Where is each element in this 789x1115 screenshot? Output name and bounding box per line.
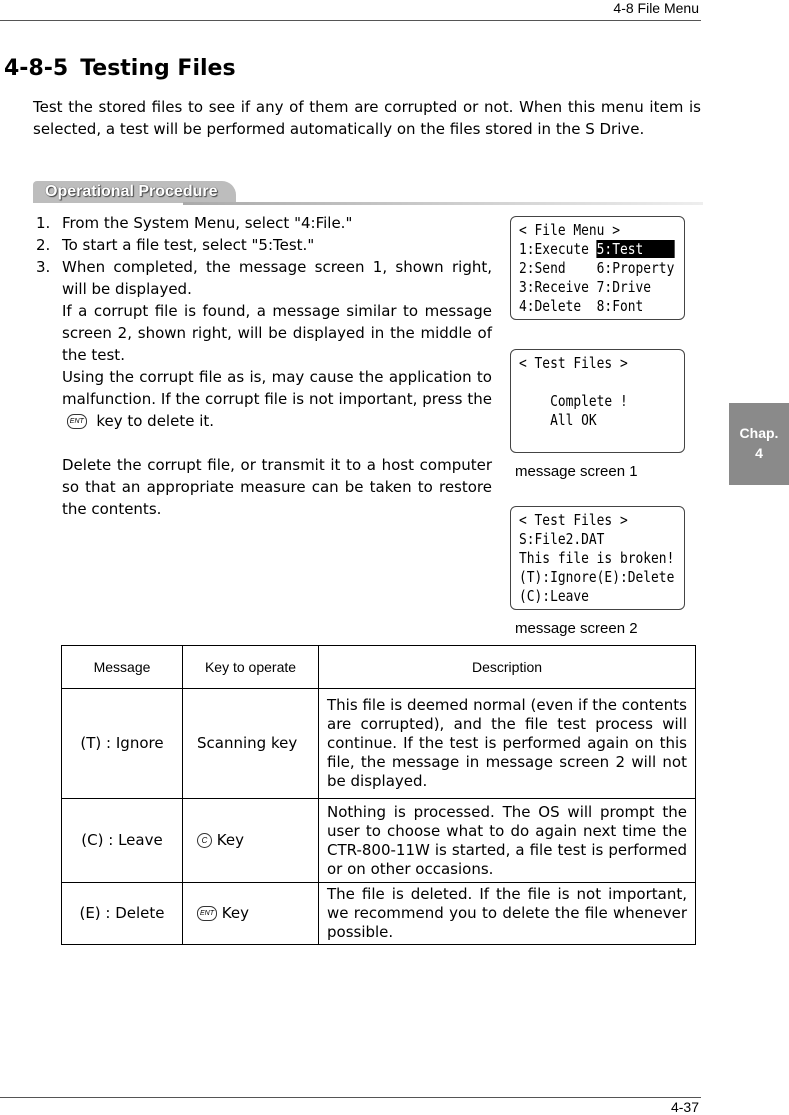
table-row bbox=[62, 883, 696, 945]
message-screen-1 bbox=[510, 349, 685, 453]
lcd-row: (T):Ignore(E):Delete bbox=[519, 568, 675, 586]
lcd-row: 4:Delete 8:Font bbox=[519, 297, 644, 315]
lcd-row: (C):Leave bbox=[519, 587, 589, 605]
cell-description: This file is deemed normal (even if the contents are corrupted), and the file test process will continue. If the test is performed again on this file, the message in message screen 2 will not be displayed. bbox=[319, 689, 696, 799]
step-2-text: To start a file test, select "5:Test." bbox=[62, 236, 315, 254]
cell-key bbox=[183, 883, 319, 945]
chapter-tab bbox=[729, 403, 789, 485]
intro-paragraph: Test the stored files to see if any of them are corrupted or not. When this menu item is selected, a test will be performed automatically on the files stored in the S Drive. bbox=[33, 98, 701, 138]
cell-key: Scanning key bbox=[183, 689, 319, 799]
lcd-title: < Test Files > bbox=[519, 511, 628, 529]
table-row bbox=[62, 689, 696, 799]
lcd-title: < Test Files > bbox=[519, 354, 628, 372]
cell-description: Nothing is processed. The OS will prompt the user to choose what to do again next time the CTR-800-11W is started, a file test is performed or on other occasions. bbox=[319, 799, 696, 883]
footer-rule bbox=[0, 1097, 701, 1098]
chapter-tab-number: 4 bbox=[755, 445, 763, 461]
cell-description: The file is deleted. If the file is not important, we recommend you to delete the file whenever possible. bbox=[319, 883, 696, 945]
ent-key-icon: ENT bbox=[197, 906, 217, 921]
lcd-row bbox=[519, 373, 661, 392]
step-3-text: When completed, the message screen 1, shown right, will be displayed. bbox=[62, 258, 492, 298]
section-title bbox=[4, 56, 236, 81]
message-screen-2 bbox=[510, 506, 685, 610]
lcd-row: All OK bbox=[519, 411, 597, 429]
lcd-row: Complete ! bbox=[519, 392, 628, 410]
section-heading: Testing Files bbox=[80, 56, 236, 81]
c-key-icon: C bbox=[197, 833, 212, 848]
running-header: 4-8 File Menu bbox=[613, 0, 699, 16]
cell-message: (E) : Delete bbox=[62, 883, 183, 945]
cell-key bbox=[183, 799, 319, 883]
chapter-tab-label: Chap. bbox=[739, 425, 779, 441]
file-menu-screen bbox=[510, 216, 685, 320]
table-header-row bbox=[62, 646, 696, 689]
lcd-row: This file is broken! bbox=[519, 549, 675, 567]
malfunction-text: Using the corrupt file as is, may cause the application to malfunction. If the corrupt file is not important, press the bbox=[62, 368, 492, 408]
lcd-row: 3:Receive 7:Drive bbox=[519, 278, 652, 296]
procedure-banner bbox=[33, 181, 703, 205]
step-3: 3. When completed, the message screen 1, shown right, will be displayed. bbox=[36, 258, 492, 298]
key-label: Key bbox=[221, 904, 249, 922]
lcd-item-execute: 1:Execute bbox=[519, 240, 597, 258]
header-key: Key to operate bbox=[183, 646, 319, 689]
header-rule bbox=[0, 20, 701, 21]
lcd-row: S:File2.DAT bbox=[519, 530, 605, 548]
section-number: 4-8-5 bbox=[4, 56, 69, 81]
ent-key-icon: ENT bbox=[67, 414, 87, 429]
procedure-label: Operational Procedure bbox=[33, 181, 236, 203]
step-1: 1. From the System Menu, select "4:File." bbox=[36, 214, 353, 232]
lcd-title: < File Menu > bbox=[519, 221, 620, 239]
header-description: Description bbox=[319, 646, 696, 689]
lcd-row bbox=[519, 240, 675, 259]
lcd-row: 2:Send 6:Property bbox=[519, 259, 675, 277]
cell-message: (T) : Ignore bbox=[62, 689, 183, 799]
message-table bbox=[61, 645, 696, 945]
message-screen-1-caption: message screen 1 bbox=[515, 463, 638, 480]
procedure-rule bbox=[183, 202, 703, 205]
corrupt-file-paragraph: If a corrupt file is found, a message similar to message screen 2, shown right, will be displayed in the middle of the test. bbox=[62, 302, 492, 364]
lcd-item-test-highlighted: 5:Test bbox=[596, 240, 675, 258]
step-1-text: From the System Menu, select "4:File." bbox=[62, 214, 353, 232]
key-label: Key bbox=[216, 831, 244, 849]
restore-paragraph: Delete the corrupt file, or transmit it to a host computer so that an appropriate measure can be taken to restore the contents. bbox=[62, 456, 492, 518]
page-number: 4-37 bbox=[670, 1099, 699, 1115]
step-2: 2. To start a file test, select "5:Test." bbox=[36, 236, 315, 254]
table-row bbox=[62, 799, 696, 883]
procedure-steps bbox=[36, 212, 492, 520]
message-screen-2-caption: message screen 2 bbox=[515, 620, 638, 637]
malfunction-paragraph bbox=[36, 366, 492, 432]
header-message: Message bbox=[62, 646, 183, 689]
cell-message: (C) : Leave bbox=[62, 799, 183, 883]
malfunction-text-end: key to delete it. bbox=[96, 412, 215, 430]
